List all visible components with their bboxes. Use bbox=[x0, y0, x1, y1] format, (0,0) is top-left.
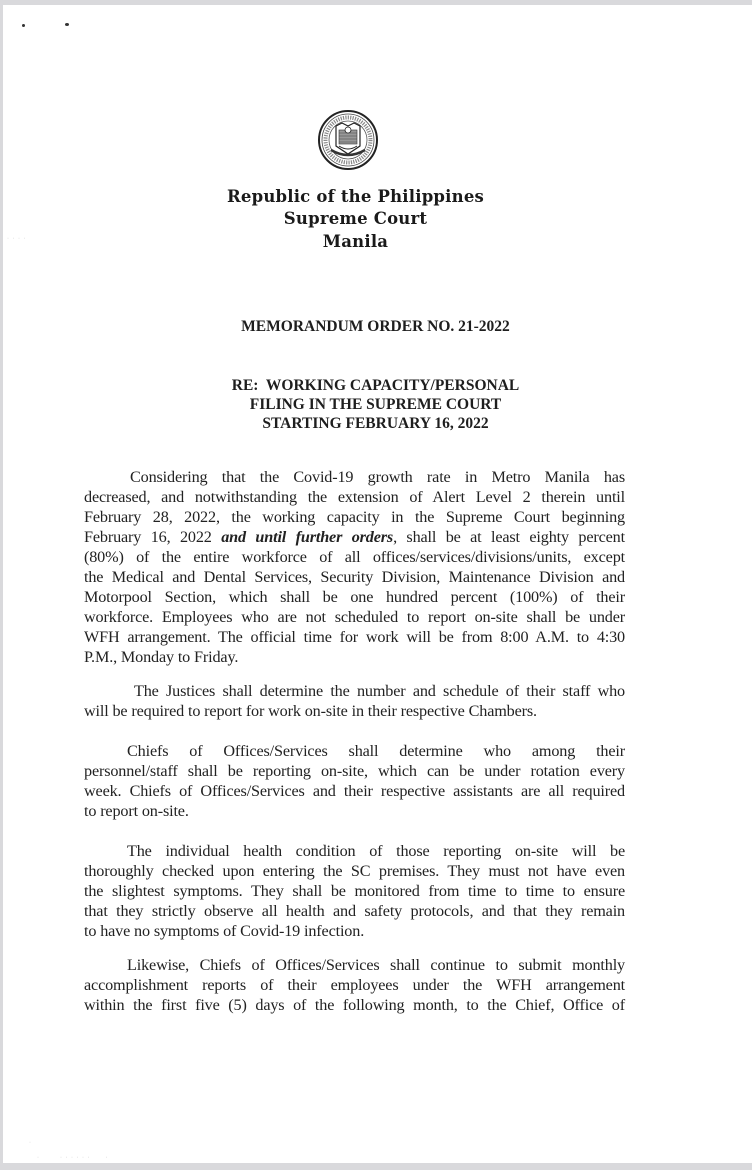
text-line: Motorpool Section, which shall be one hundred percent (100%) of their bbox=[84, 588, 625, 606]
text-line: workforce. Employees who are not scheduled to report on-site shall be under bbox=[84, 608, 625, 626]
text-line: personnel/staff shall be reporting on-site, which can be under rotation every bbox=[84, 762, 625, 780]
text-line: Considering that the Covid-19 growth rate in Metro Manila has bbox=[130, 468, 625, 486]
letterhead-republic: Republic of the Philippines bbox=[226, 187, 485, 206]
paragraph-working-capacity bbox=[84, 467, 625, 667]
text-line: that they strictly observe all health and safety protocols, and that they remain bbox=[84, 902, 625, 920]
text-line: Chiefs of Offices/Services shall determine who among their bbox=[127, 742, 625, 760]
text-run: , shall be at least eighty percent bbox=[393, 528, 625, 546]
memo-subject-line: RE: WORKING CAPACITY/PERSONAL bbox=[231, 377, 520, 394]
paragraph-justices bbox=[84, 681, 625, 721]
text-line: The Justices shall determine the number and schedule of their staff who bbox=[134, 682, 625, 700]
paragraph-accomplishment-reports bbox=[84, 955, 625, 1015]
text-line: the Medical and Dental Services, Security Division, Maintenance Division and bbox=[84, 568, 625, 586]
text-line: accomplishment reports of their employees under the WFH arrangement bbox=[84, 976, 625, 994]
scan-artifact: · · · · · · · · bbox=[37, 1155, 109, 1161]
memo-subject bbox=[3, 376, 748, 433]
memo-subject-line: STARTING FEBRUARY 16, 2022 bbox=[262, 415, 489, 432]
text-line: to report on-site. bbox=[84, 802, 189, 820]
text-line: (80%) of the entire workforce of all offices/services/divisions/units, except bbox=[84, 548, 625, 566]
document-page bbox=[3, 5, 752, 1163]
text-line: will be required to report for work on-site in their respective Chambers. bbox=[84, 702, 537, 720]
text-line: decreased, and notwithstanding the extension of Alert Level 2 therein until bbox=[84, 488, 625, 506]
paragraph-health-condition bbox=[84, 841, 625, 941]
supreme-court-seal-icon bbox=[317, 108, 379, 172]
memo-subject-line: FILING IN THE SUPREME COURT bbox=[249, 396, 502, 413]
text-line: to have no symptoms of Covid-19 infection. bbox=[84, 922, 365, 940]
text-line: February 28, 2022, the working capacity in the Supreme Court beginning bbox=[84, 508, 625, 526]
scan-speck bbox=[65, 23, 69, 26]
text-line: The individual health condition of those reporting on-site will be bbox=[127, 842, 625, 860]
text-line: WFH arrangement. The official time for work will be from 8:00 A.M. to 4:30 bbox=[84, 628, 625, 646]
scan-speck bbox=[22, 24, 25, 27]
text-line: thoroughly checked upon entering the SC premises. They must not have even bbox=[84, 862, 625, 880]
memo-title: MEMORANDUM ORDER NO. 21-2022 bbox=[241, 318, 510, 335]
text-line: the slightest symptoms. They shall be monitored from time to time to ensure bbox=[84, 882, 625, 900]
text-run: February 16, 2022 bbox=[84, 528, 212, 546]
scan-artifact: · · · · bbox=[7, 236, 27, 242]
text-line: P.M., Monday to Friday. bbox=[84, 648, 239, 666]
text-line: Likewise, Chiefs of Offices/Services shall continue to submit monthly bbox=[127, 956, 625, 974]
paragraph-chiefs-rotation bbox=[84, 741, 625, 821]
letterhead-supreme-court: Supreme Court bbox=[283, 209, 428, 228]
text-line bbox=[84, 527, 625, 547]
text-line: week. Chiefs of Offices/Services and their respective assistants are all required bbox=[84, 782, 625, 800]
letterhead-city: Manila bbox=[322, 232, 389, 251]
text-line: within the first five (5) days of the following month, to the Chief, Office of bbox=[84, 996, 625, 1014]
emphasis-until-further-orders: and until further orders bbox=[221, 528, 394, 546]
scan-artifact: · bbox=[29, 1140, 32, 1146]
